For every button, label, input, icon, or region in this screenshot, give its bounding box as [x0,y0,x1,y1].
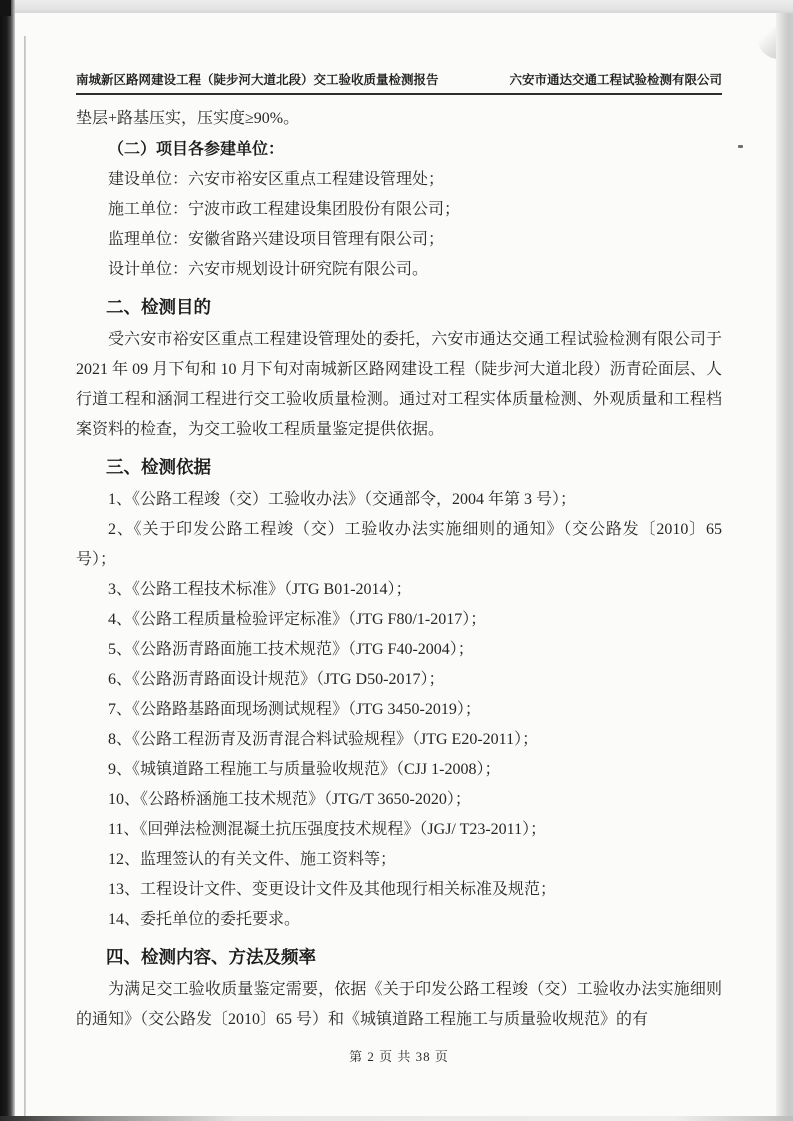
report-page-content [76,70,722,1072]
basis-item-1: 1、《公路工程竣（交）工验收办法》（交通部令，2004 年第 3 号）； [108,491,577,508]
basis-item-12: 12、监理签认的有关文件、施工资料等； [108,851,397,868]
page-fold-line [24,36,26,1121]
basis-item-13: 13、工程设计文件、变更设计文件及其他现行相关标准及规范； [108,881,557,898]
participant-construction-unit: 建设单位：六安市裕安区重点工程建设管理处； [108,171,445,188]
scan-edge-bottom [0,1116,793,1121]
scope-paragraph: 为满足交工验收质量鉴定需要，依据《关于印发公路工程竣（交）工验收办法实施细则的通知》（交公路发〔2010〕65 号）和《城镇道路工程施工与质量验收规范》的有 [76,981,722,1028]
running-header [76,70,722,95]
basis-item-8: 8、《公路工程沥青及沥青混合料试验规程》（JTG E20-2011）； [108,731,539,748]
header-report-title: 南城新区路网建设工程（陡步河大道北段）交工验收质量检测报告 [76,73,439,87]
basis-heading: 三、检测依据 [106,457,211,477]
participant-design-unit: 设计单位：六安市规划设计研究院有限公司。 [108,261,429,278]
scope-heading: 四、检测内容、方法及频率 [106,947,316,967]
basis-item-6: 6、《公路沥青路面设计规范》（JTG D50-2017）； [108,671,445,688]
basis-item-9: 9、《城镇道路工程施工与质量验收规范》（CJJ 1-2008）； [108,761,501,778]
page-number: 第 2 页 共 38 页 [349,1049,449,1064]
header-company-name: 六安市通达交通工程试验检测有限公司 [509,73,722,87]
basis-item-5: 5、《公路沥青路面施工技术规范》（JTG F40-2004）； [108,641,474,658]
purpose-paragraph: 受六安市裕安区重点工程建设管理处的委托，六安市通达交通工程试验检测有限公司于 2021 年 09 月下旬和 10 月下旬对南城新区路网建设工程（陡步河大道北段）沥青砼面层、人行道工程和涵洞工程进行交工验收质量检测。通过对工程实体质量检测、外观质量和工程档案资料的检查，为交工验收工程质量鉴定提供依据。 [76,331,722,438]
compaction-note: 垫层+路基压实，压实度≥90%。 [76,110,300,127]
basis-item-14: 14、委托单位的委托要求。 [108,911,301,928]
scan-edge-left [0,0,15,1121]
basis-item-2: 2、《关于印发公路工程竣（交）工验收办法实施细则的通知》（交公路发〔2010〕65 号）； [76,521,722,568]
scan-edge-right [776,13,793,1121]
basis-item-4: 4、《公路工程质量检验评定标准》（JTG F80/1-2017）； [108,611,487,628]
participant-builder-unit: 施工单位：宁波市政工程建设集团股份有限公司； [108,201,461,218]
basis-item-11: 11、《回弹法检测混凝土抗压强度技术规程》（JGJ/ T23-2011）； [108,821,547,838]
basis-item-10: 10、《公路桥涵施工技术规范》（JTG/T 3650-2020）； [108,791,471,808]
scan-corner-blotch [0,0,11,16]
participants-heading: （二）项目各参建单位： [108,141,285,158]
scan-edge-top [0,0,793,13]
basis-item-3: 3、《公路工程技术标准》（JTG B01-2014）； [108,581,412,598]
scan-speck [738,145,743,148]
purpose-heading: 二、检测目的 [106,297,211,317]
basis-item-7: 7、《公路路基路面现场测试规程》（JTG 3450-2019）； [108,701,481,718]
participant-supervision-unit: 监理单位：安徽省路兴建设项目管理有限公司； [108,231,445,248]
